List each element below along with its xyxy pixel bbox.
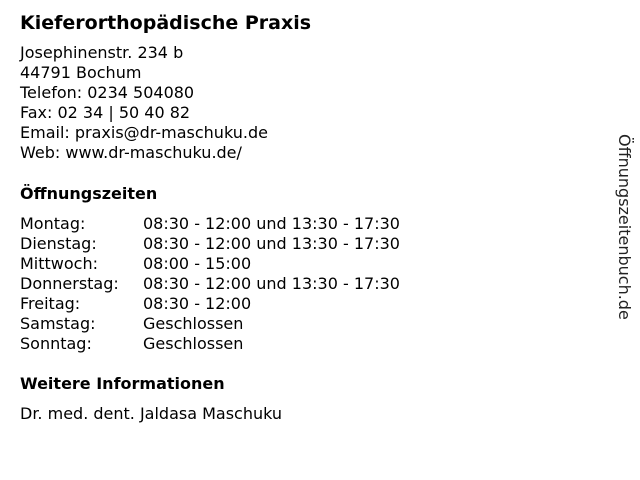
time-value: 08:30 - 12:00 und 13:30 - 17:30 [143,234,400,253]
hours-row-thursday [20,274,400,294]
day-label: Sonntag: [20,334,92,353]
day-label: Mittwoch: [20,254,98,273]
time-value: 08:30 - 12:00 [143,294,252,313]
time-value: 08:30 - 12:00 und 13:30 - 17:30 [143,214,400,233]
hours-row-friday [20,294,400,314]
website: Web: www.dr-maschuku.de/ [20,143,242,162]
city: 44791 Bochum [20,63,142,82]
street-address: Josephinenstr. 234 b [20,43,184,62]
time-value: 08:00 - 15:00 [143,254,252,273]
page-title: Kieferorthopädische Praxis [20,12,312,34]
doctor-name: Dr. med. dent. Jaldasa Maschuku [20,404,283,423]
opening-hours-table [20,214,400,354]
more-info-heading: Weitere Informationen [20,374,225,393]
watermark-text: Öffnungszeitenbuch.de [615,134,634,320]
opening-hours-heading: Öffnungszeiten [20,184,158,203]
day-label: Dienstag: [20,234,97,253]
time-value: Geschlossen [143,314,244,333]
fax-number: Fax: 02 34 | 50 40 82 [20,103,191,122]
day-label: Samstag: [20,314,96,333]
hours-row-sunday [20,334,400,354]
phone-number: Telefon: 0234 504080 [20,83,195,102]
day-label: Freitag: [20,294,81,313]
hours-row-wednesday [20,254,400,274]
day-label: Montag: [20,214,86,233]
hours-row-saturday [20,314,400,334]
time-value: Geschlossen [143,334,244,353]
email-address: Email: praxis@dr-maschuku.de [20,123,268,142]
hours-row-tuesday [20,234,400,254]
contact-block [20,43,268,163]
day-label: Donnerstag: [20,274,119,293]
time-value: 08:30 - 12:00 und 13:30 - 17:30 [143,274,400,293]
hours-row-monday [20,214,400,234]
